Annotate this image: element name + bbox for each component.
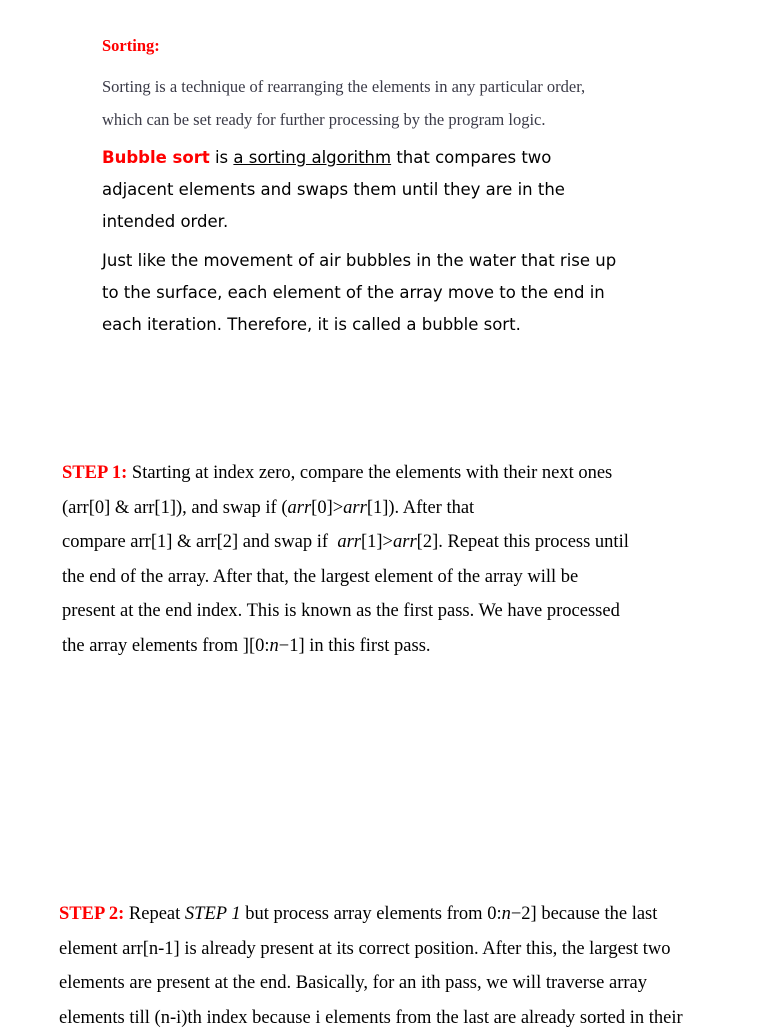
analogy-line: to the surface, each element of the array move to the end in xyxy=(102,283,605,302)
step-text: −1] in this first pass. xyxy=(278,635,431,656)
step-text: compare arr[1] & arr[2] and swap if xyxy=(62,532,338,553)
step-text: the array elements from ][0: xyxy=(62,635,270,656)
definition-text: that compares two xyxy=(391,148,552,167)
analogy-line: each iteration. Therefore, it is called a bubble sort. xyxy=(102,315,521,334)
step-2-label: STEP 2: xyxy=(59,904,125,924)
step-2-paragraph xyxy=(59,897,729,1035)
step-1-paragraph xyxy=(62,456,682,664)
sorting-algorithm-link[interactable]: a sorting algorithm xyxy=(233,148,392,167)
math-var: arr xyxy=(287,497,312,518)
step-text: [0]> xyxy=(311,497,344,518)
math-var: arr xyxy=(343,497,367,518)
definition-line: intended order. xyxy=(102,212,229,231)
bubble-sort-definition xyxy=(102,142,682,238)
step-text: [2]. Repeat this process until xyxy=(416,532,629,553)
math-var: arr xyxy=(393,532,417,553)
step-text: (arr[0] & arr[1]), and swap if ( xyxy=(62,497,288,518)
analogy-paragraph xyxy=(102,245,682,341)
analogy-line: Just like the movement of air bubbles in the water that rise up xyxy=(102,251,617,270)
intro-paragraph xyxy=(102,71,662,136)
math-var: n xyxy=(501,904,511,924)
step-line: element arr[n-1] is already present at its correct position. After this, the largest two xyxy=(59,938,671,959)
bubble-sort-term: Bubble sort xyxy=(102,148,210,167)
intro-line: Sorting is a technique of rearranging the elements in any particular order, xyxy=(102,77,586,96)
step-reference: STEP 1 xyxy=(184,904,241,924)
step-text: −2] because the last xyxy=(510,904,658,924)
math-var: arr xyxy=(337,532,361,553)
step-line: elements are present at the end. Basically, for an ith pass, we will traverse array xyxy=(59,973,647,994)
step-text: Starting at index zero, compare the elements with their next ones xyxy=(127,463,613,483)
step-text: [1]). After that xyxy=(366,497,475,518)
step-1-label: STEP 1: xyxy=(62,463,128,483)
section-heading: Sorting: xyxy=(102,36,160,55)
step-text: Repeat xyxy=(124,904,185,924)
step-text: [1]> xyxy=(360,532,393,553)
definition-line: adjacent elements and swaps them until they are in the xyxy=(102,180,565,199)
math-var: n xyxy=(269,635,279,656)
step-text: but process array elements from 0: xyxy=(240,904,502,924)
intro-line: which can be set ready for further processing by the program logic. xyxy=(102,109,546,129)
step-line: elements till (n-i)th index because i elements from the last are already sorted in their xyxy=(59,1007,683,1028)
definition-text: is xyxy=(209,148,234,167)
step-line: the end of the array. After that, the largest element of the array will be xyxy=(62,566,579,587)
step-line: present at the end index. This is known as the first pass. We have processed xyxy=(62,601,620,622)
